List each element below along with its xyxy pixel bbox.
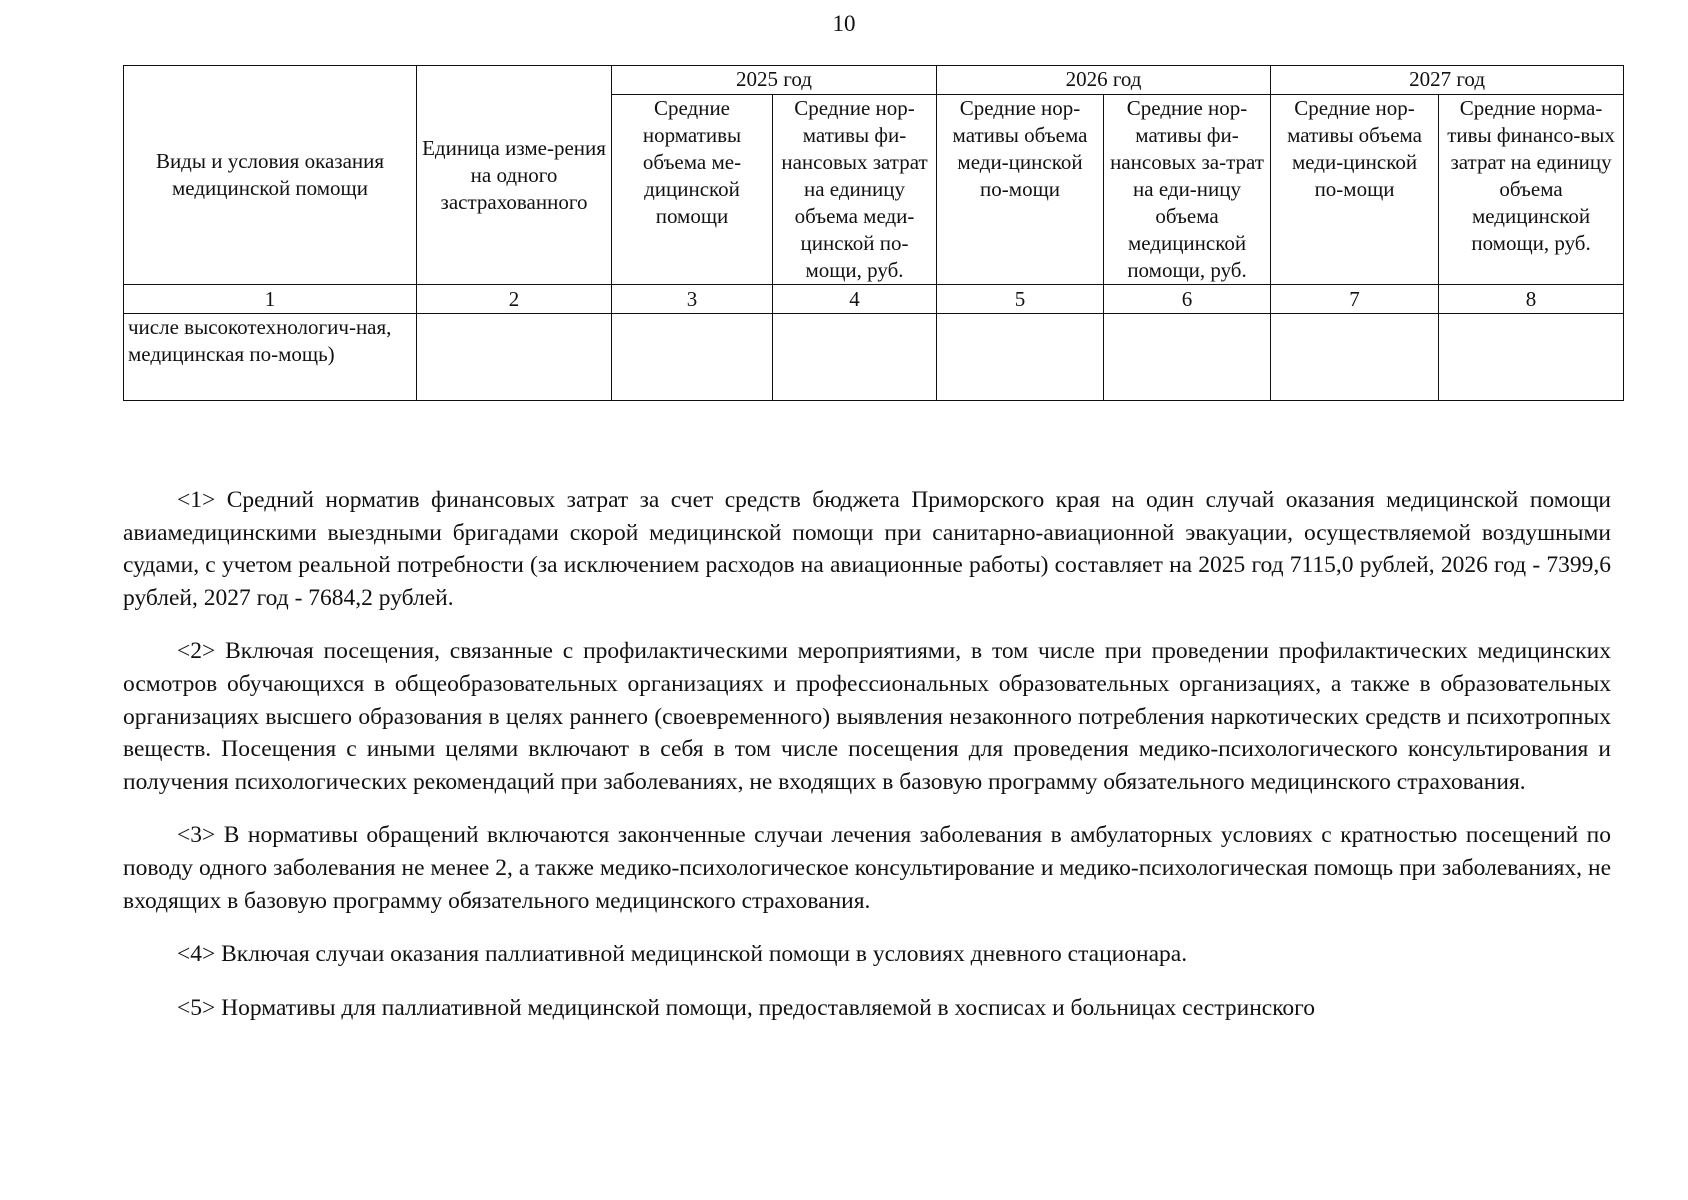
footnotes [123, 484, 1611, 1045]
column-number: 4 [773, 285, 937, 314]
header-row-years [124, 66, 1624, 95]
column-number: 5 [937, 285, 1104, 314]
subheader-volume-2027: Средние нор-мативы объема меди-цинской по-мощи [1271, 95, 1439, 285]
footnote-3: <3> В нормативы обращений включаются законченные случаи лечения заболевания в амбулаторных условиях с кратностью посещений по поводу одного заболевания не менее 2, а также медико-психологическое консультирование и медико-психологическая помощь при заболеваниях, не входящих в базовую программу обязательного медицинского страхования. [123, 822, 1611, 914]
footnote-5: <5> Нормативы для паллиативной медицинской помощи, предоставляемой в хосписах и больницах сестринского [177, 994, 1315, 1021]
column-number: 8 [1439, 285, 1624, 314]
header-year-2026: 2026 год [937, 66, 1271, 95]
table-cell [612, 314, 773, 401]
table-cell-care-type: числе высокотехнологич-ная, медицинская по-мощь) [124, 314, 417, 401]
subheader-volume-2025: Средние нормативы объема ме-дицинской помощи [612, 95, 773, 285]
column-numbers-row [124, 285, 1624, 314]
table-row [124, 314, 1624, 401]
subheader-volume-2026: Средние нор-мативы объема меди-цинской по-мощи [937, 95, 1104, 285]
column-number: 6 [1104, 285, 1271, 314]
header-care-types: Виды и условия оказания медицинской помощи [124, 66, 417, 285]
column-number: 7 [1271, 285, 1439, 314]
norms-table [123, 65, 1624, 401]
subheader-cost-2027: Средние норма-тивы финансо-вых затрат на единицу объема медицинской помощи, руб. [1439, 95, 1624, 285]
table-cell [937, 314, 1104, 401]
header-unit: Единица изме-рения на одного застрахованного [417, 66, 612, 285]
footnote-1: <1> Средний норматив финансовых затрат за счет средств бюджета Приморского края на один случай оказания медицинской помощи авиамедицинскими выездными бригадами скорой медицинской помощи при санитарно-авиационной эвакуации, осуществляемой воздушными судами, с учетом реальной потребности (за исключением расходов на авиационные работы) составляет на 2025 год 7115,0 рублей, 2026 год - 7399,6 рублей, 2027 год - 7684,2 рублей. [123, 487, 1611, 611]
table-cell [1104, 314, 1271, 401]
table-cell [417, 314, 612, 401]
subheader-cost-2025: Средние нор-мативы фи-нансовых затрат на единицу объема меди-цинской по-мощи, руб. [773, 95, 937, 285]
footnote-2: <2> Включая посещения, связанные с профилактическими мероприятиями, в том числе при проведении профилактических медицинских осмотров обучающихся в общеобразовательных организациях и профессиональных образовательных организациях, а также в образовательных организациях высшего образования в целях раннего (своевременного) выявления незаконного потребления наркотических средств и психотропных веществ. Посещения с иными целями включают в себя в том числе посещения для проведения медико-психологического консультирования и получения психологических рекомендаций при заболеваниях, не входящих в базовую программу обязательного медицинского страхования. [123, 638, 1611, 795]
page-number: 10 [832, 11, 856, 36]
footnote-4: <4> Включая случаи оказания паллиативной медицинской помощи в условиях дневного стационара. [177, 941, 1188, 968]
header-year-2027: 2027 год [1271, 66, 1624, 95]
column-number: 1 [124, 285, 417, 314]
column-number: 3 [612, 285, 773, 314]
table-cell [1439, 314, 1624, 401]
column-number: 2 [417, 285, 612, 314]
header-year-2025: 2025 год [612, 66, 937, 95]
subheader-cost-2026: Средние нор-мативы фи-нансовых за-трат на еди-ницу объема медицинской помощи, руб. [1104, 95, 1271, 285]
table-cell [773, 314, 937, 401]
table-cell [1271, 314, 1439, 401]
